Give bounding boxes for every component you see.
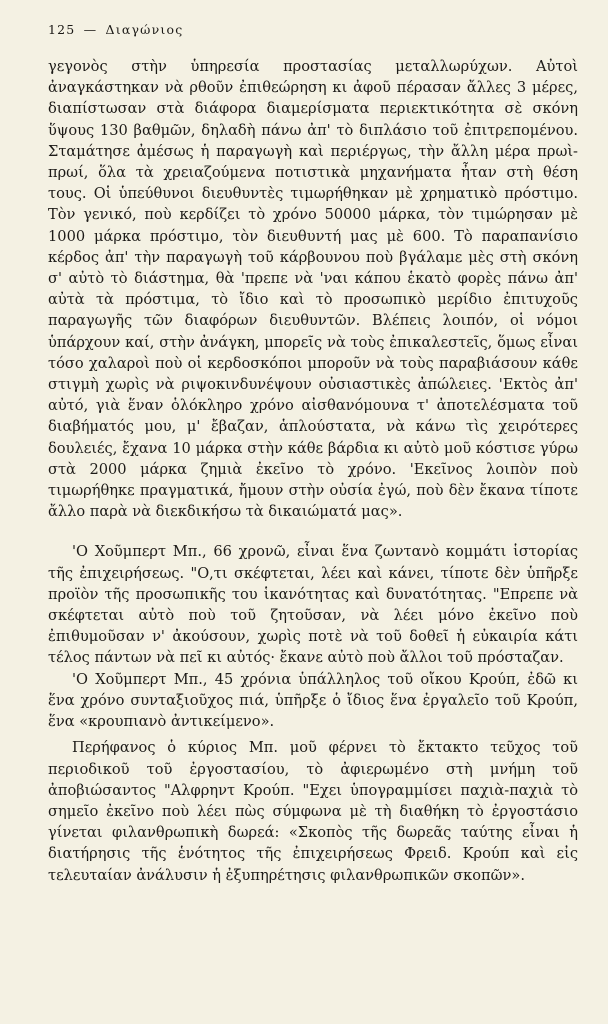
paragraph-1: γεγονὸς στὴν ὑπηρεσία προστασίας μεταλλωρύχων. Αὐτοὶ ἀναγκάστηκαν νὰ ρθοῦν ἐπιθεώρηση κι ἀφοῦ πέρασαν ἄλλες 3 μέρες, διαπίστωσαν στὰ διάφορα διαμερίσματα περιεκτικότητα σὲ σκόνη ὕψους 130 βαθμῶν, δηλαδὴ πάνω ἀπ' τὸ διπλάσιο τοῦ ἐπιτρεπομένου. Σταμάτησε ἀμέσως ἡ παραγωγὴ καὶ περιέργως, τὴν ἄλλη μέρα πρωὶ-πρωί, ὅλα τὰ χρειαζούμενα ποτιστικὰ μηχανήματα ἦταν στὴ θέση τους. Οἱ ὑπεύθυνοι διευθυντὲς τιμωρήθηκαν μὲ χρηματικὸ πρόστιμο. Τὸν γενικό, ποὺ κερδίζει τὸ χρόνο 50000 μάρκα, τὸν τιμώρησαν μὲ 1000 μάρκα πρόστιμο, τὸν διευθυντή μας μὲ 600. Τὸ παραπανίσιο κέρδος ἀπ' τὴν παραγωγὴ τοῦ κάρβουνου ποὺ βγάλαμε μὲς στὴ σκόνη σ' αὐτὸ τὸ διάστημα, θὰ 'πρεπε νὰ 'ναι κάπου ἑκατὸ φορὲς πάνω ἀπ' αὐτὰ τὰ πρόστιμα, τὸ ἴδιο καὶ τὸ προσωπικὸ μερίδιο ἐπιτυχοῦς παραγωγῆς τῶν διαφόρων διευθυντῶν. Βλέπεις λοιπόν, οἱ νόμοι ὑπάρχουν καί, στὴν ἀνάγκη, μπορεῖς νὰ τοὺς ἐπικαλεστεῖς, ὅμως εἶναι τόσο χαλαροὶ ποὺ οἱ κερδοσκόποι μποροῦν νὰ τοὺς παραβιάσουν κάθε στιγμὴ χωρὶς νὰ ριψοκινδυνέψουν οὐσιαστικὲς ἀπώλειες. 'Εκτὸς ἀπ' αὐτό, γιὰ ἕναν ὁλόκληρο χρόνο αἰσθανόμουνα τ' ἀποτελέσματα τοῦ διαβήματός μου, μ' ἔβαζαν, ἁπλούστατα, νὰ κάνω τὶς χειρότερες δουλειές, ἔχανα 10 μάρκα στὴν κάθε βάρδια κι αὐτὸ μοῦ κόστισε γύρω στὰ 2000 μάρκα ζημιὰ ἐκεῖνο τὸ χρόνο. 'Εκεῖνος λοιπὸν ποὺ τιμωρήθηκε πραγματικά, ἤμουν στὴν οὐσία ἐγώ, ποὺ δὲν ἔκανα τίποτε ἄλλο παρὰ νὰ διεκδικήσω τὰ δικαιώματά μας». [48,58,578,521]
chapter-title: Διαγώνιος [105,22,184,37]
page-number: 125 [48,22,76,37]
running-header [48,22,578,37]
paragraph-3: 'Ο Χοῦμπερτ Μπ., 45 χρόνια ὑπάλληλος τοῦ οἴκου Κρούπ, ἐδῶ κι ἕνα χρόνο συνταξιοῦχος πιά, ὑπῆρξε ὁ ἴδιος ἕνα ἐργαλεῖο τοῦ Κρούπ, ἕνα «κρουπιανὸ ἀντικείμενο». [48,670,578,731]
paragraph-2: 'Ο Χοῦμπερτ Μπ., 66 χρονῶ, εἶναι ἕνα ζωντανὸ κομμάτι ἱστορίας τῆς ἐπιχειρήσεως. "Ο,τι σκέφτεται, λέει καὶ κάνει, τίποτε δὲν ὑπῆρξε προϊὸν τῆς προσωπικῆς του ἱκανότητας καὶ δυνατότητας. "Επρεπε νὰ σκέφτεται αὐτὸ ποὺ τοῦ ζητοῦσαν, νὰ λέει μόνο ἐκεῖνο ποὺ ἐπιθυμοῦσαν ν' ἀκούσουν, χωρὶς ποτὲ νὰ τοῦ δοθεῖ ἡ εὐκαιρία κάτι τέλος πάντων νὰ πεῖ κι αὐτός· ἔκανε αὐτὸ ποὺ ἄλλοι τοῦ πρόσταζαν. [48,543,578,667]
section-break [48,522,578,541]
paragraph-4: Περήφανος ὁ κύριος Μπ. μοῦ φέρνει τὸ ἔκτακτο τεῦχος τοῦ περιοδικοῦ τοῦ ἐργοστασίου, τὸ ἀφιερωμένο στὴ μνήμη τοῦ ἀποβιώσαντος "Αλφρηντ Κρούπ. "Εχει ὑπογραμμίσει παχιὰ-παχιὰ τὸ σημεῖο ἐκεῖνο ποὺ λέει πὼς σύμφωνα μὲ τὴ διαθήκη τὸ ἐργοστάσιο γίνεται φιλανθρωπικὴ δωρεά: «Σκοπὸς τῆς δωρεᾶς ταύτης εἶναι ἡ διατήρησις τῆς ἑνότητος τῆς ἐπιχειρήσεως Φρειδ. Κρούπ καὶ εἰς τελευταίαν ἀνάλυσιν ἡ ἐξυπηρέτησις φιλανθρωπικῶν σκοπῶν». [48,739,578,884]
header-dash: — [83,22,98,37]
